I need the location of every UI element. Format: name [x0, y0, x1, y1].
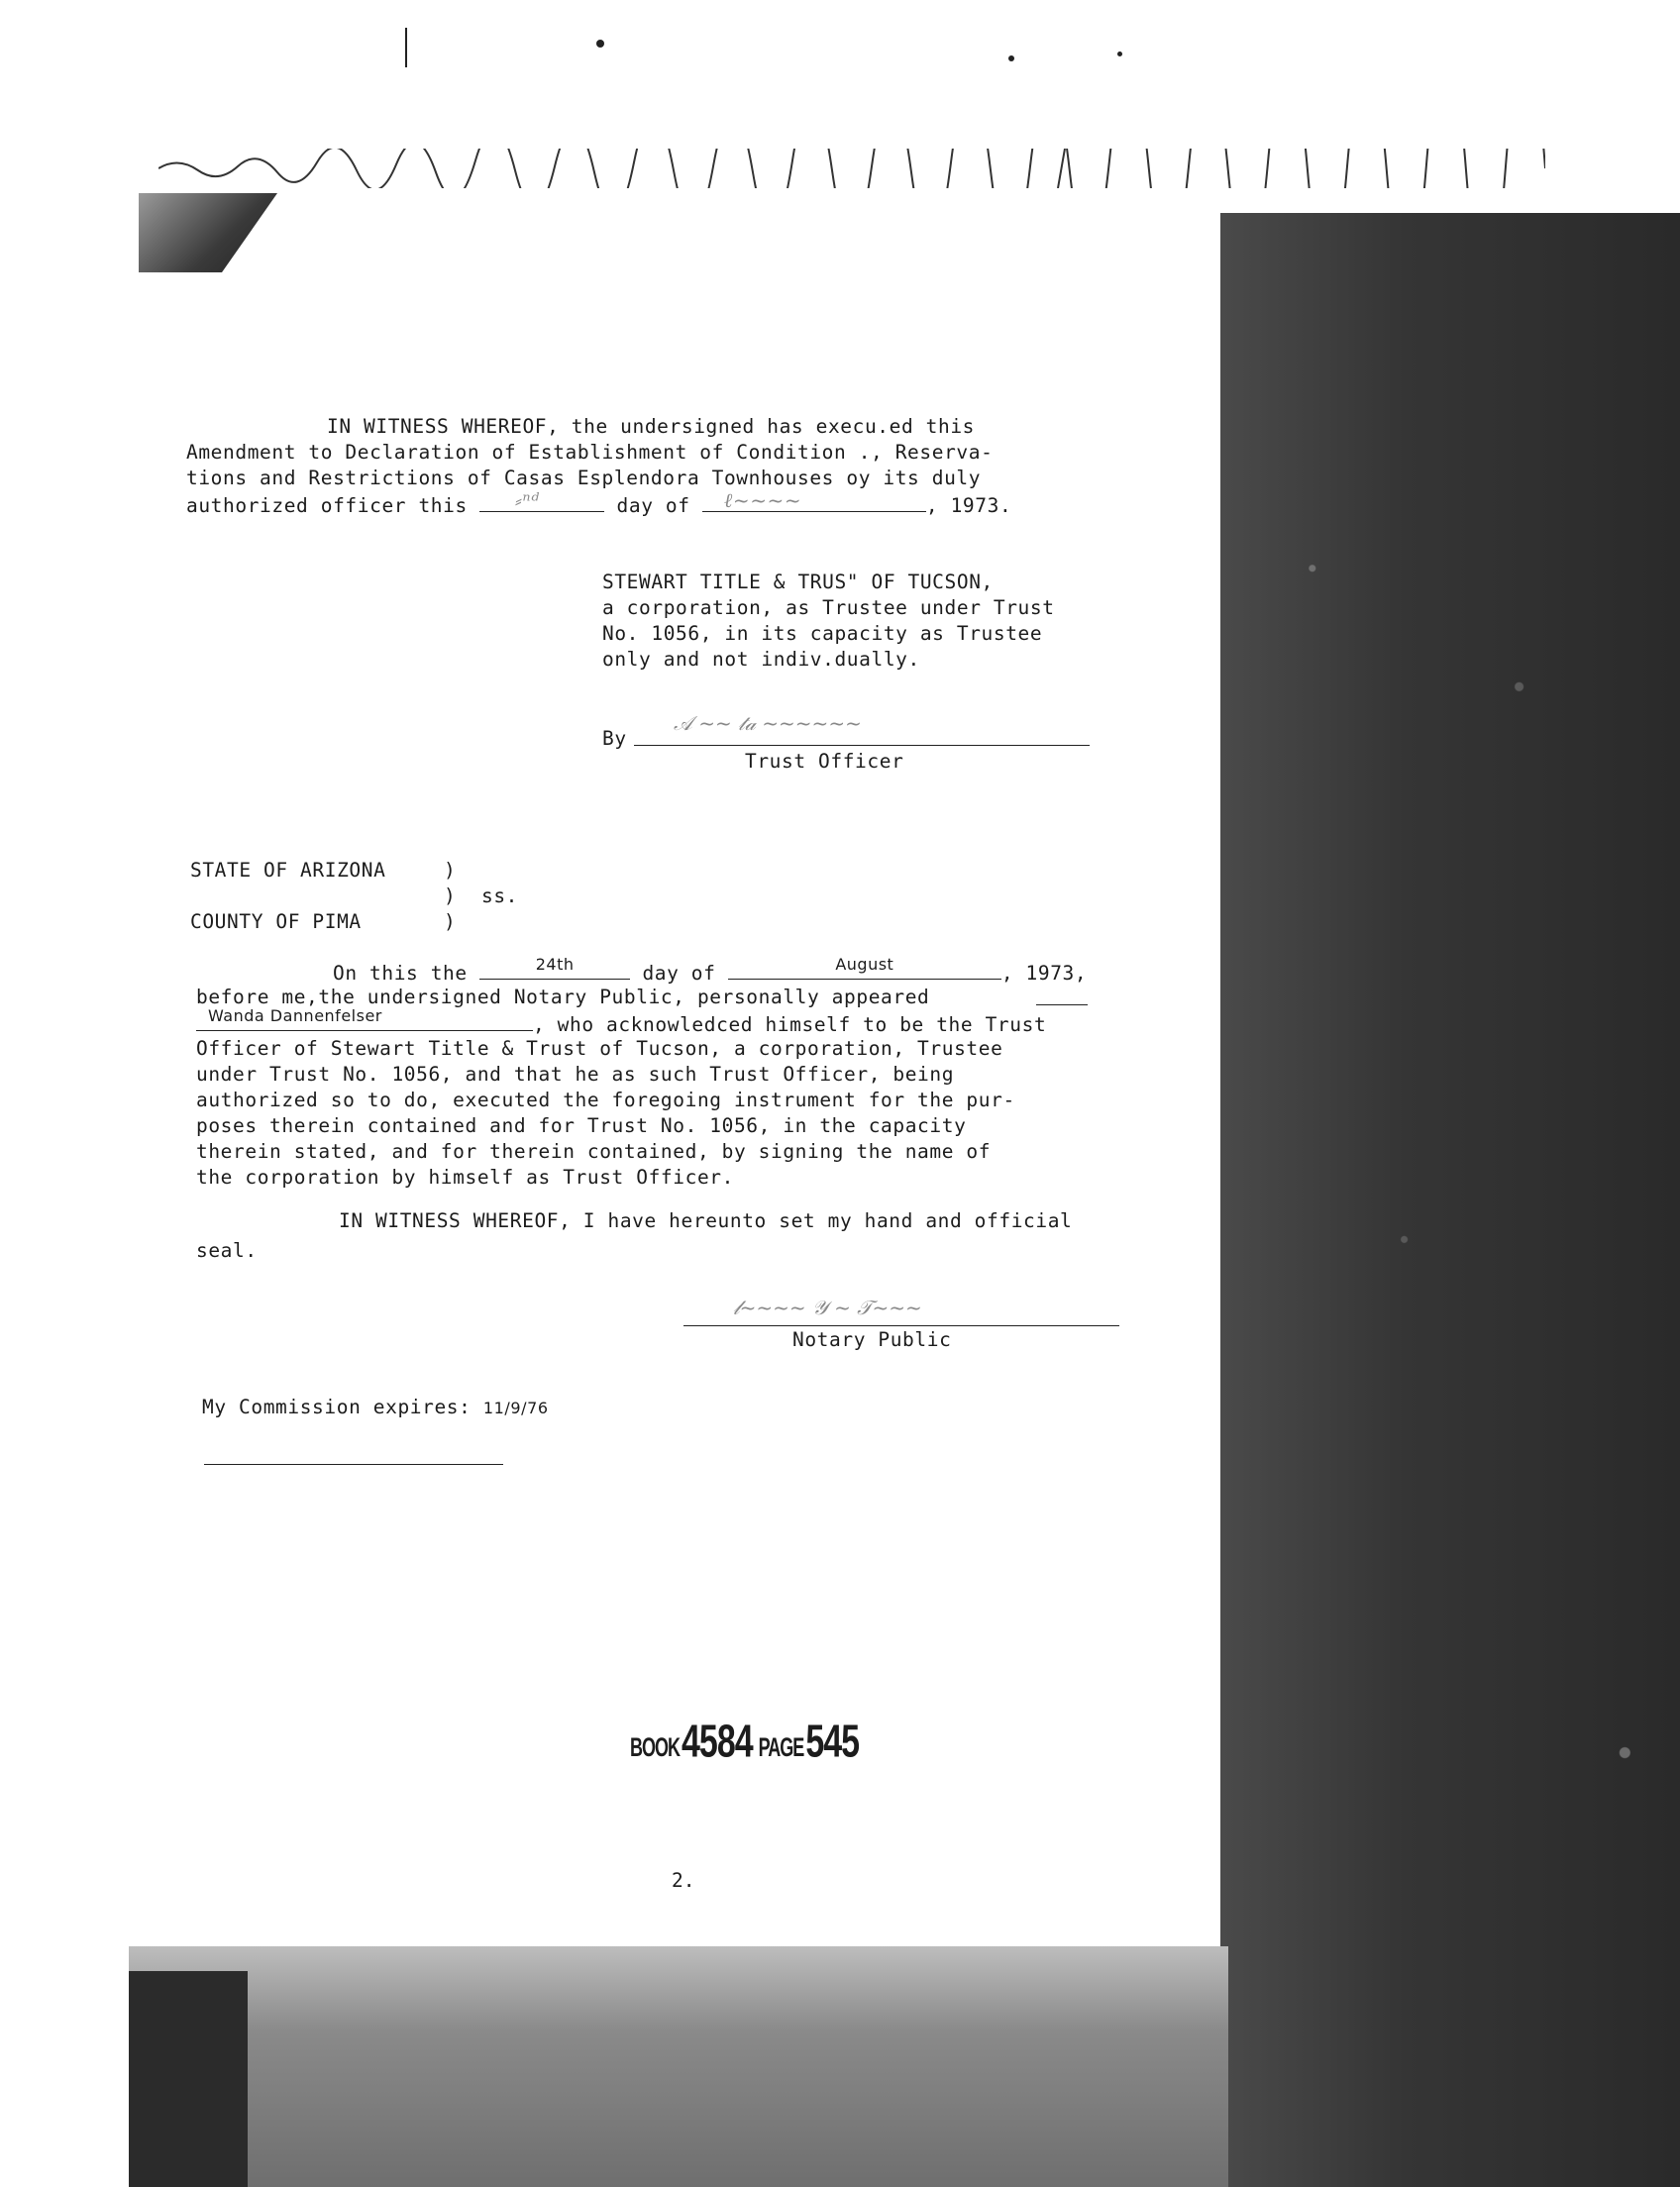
by-label: By	[602, 727, 627, 750]
trustee-line: only and not indiv.dually.	[602, 648, 920, 671]
witness-clause-line: IN WITNESS WHEREOF, the undersigned has execu.ed this	[327, 415, 976, 438]
ack-month-blank	[728, 955, 1001, 980]
commission-label: My Commission expires:	[202, 1396, 472, 1418]
ack-day-blank	[479, 955, 630, 980]
top-scan-scribble	[158, 149, 1545, 188]
ack-prefix: On this the	[333, 962, 468, 985]
trust-officer-title: Trust Officer	[745, 750, 904, 773]
ack-name-line	[196, 1006, 1047, 1038]
ack-line: the corporation by himself as Trust Officer.	[196, 1166, 734, 1189]
ack-line-trailing-rule	[1036, 1004, 1088, 1005]
venue-paren: )	[444, 885, 457, 907]
book-label: BOOK	[630, 1731, 680, 1762]
scan-shadow-bottom-left	[129, 1971, 248, 2187]
scan-speck	[1008, 55, 1014, 61]
book-number: 4584	[682, 1717, 753, 1768]
scan-speck	[1117, 52, 1122, 56]
scan-shadow-right	[1220, 213, 1680, 2187]
page-number-stamp: 545	[805, 1717, 860, 1768]
trustee-line: a corporation, as Trustee under Trust	[602, 596, 1055, 619]
ack-day: 24th	[535, 955, 575, 974]
venue-paren: )	[444, 910, 457, 933]
ack-line: therein stated, and for therein contained, by signing the name of	[196, 1140, 992, 1163]
ack-line: , who acknowledced himself to be the Trust	[533, 1013, 1047, 1036]
witness-clause-prefix: authorized officer this	[186, 494, 468, 517]
notary-witness-line: IN WITNESS WHEREOF, I have hereunto set my hand and official	[339, 1209, 1073, 1232]
ack-line: before me,the undersigned Notary Public, personally appeared	[196, 986, 930, 1008]
notary-signature: 𝓁~~~~ 𝒴 ~ 𝒯~~~	[733, 1296, 922, 1319]
ack-mid: day of	[642, 962, 716, 985]
trust-officer-signature-line	[634, 745, 1090, 746]
ack-year: , 1973,	[1000, 962, 1088, 985]
ack-month: August	[835, 955, 894, 974]
witness-clause-line: Amendment to Declaration of Establishment of Condition ., Reserva-	[186, 441, 994, 464]
execution-day-blank: ⸗ⁿᵈ	[479, 491, 604, 512]
ack-line: under Trust No. 1056, and that he as such Trust Officer, being	[196, 1063, 955, 1086]
commission-rule	[204, 1464, 503, 1465]
venue-paren: )	[444, 859, 457, 882]
scan-mark	[405, 28, 407, 67]
ack-date-line	[333, 955, 1088, 987]
notary-title: Notary Public	[792, 1328, 952, 1351]
notary-witness-line: seal.	[196, 1239, 258, 1262]
witness-clause-suffix: , 1973.	[925, 494, 1012, 517]
execution-month-blank: ℓ~~~~	[702, 491, 926, 512]
ack-line: Officer of Stewart Title & Trust of Tucson, a corporation, Trustee	[196, 1037, 1003, 1060]
venue-ss: ss.	[481, 885, 519, 907]
trust-officer-signature: 𝒜 ~~ 𝓉𝒶 ~~~~~~	[674, 711, 862, 735]
trustee-name: STEWART TITLE & TRUS" OF TUCSON,	[602, 571, 994, 593]
commission-line	[202, 1395, 549, 1421]
scan-shadow-corner	[139, 193, 277, 272]
venue-county: COUNTY OF PIMA	[190, 910, 362, 933]
witness-clause-line: tions and Restrictions of Casas Esplendora Townhouses oy its duly	[186, 467, 982, 489]
venue-state: STATE OF ARIZONA	[190, 859, 386, 882]
notary-signature-line	[683, 1325, 1119, 1326]
ack-name: Wanda Dannenfelser	[208, 1006, 382, 1025]
page-number: 2.	[672, 1869, 695, 1892]
ack-name-blank	[196, 1006, 533, 1031]
ack-line: poses therein contained and for Trust No. 1056, in the capacity	[196, 1114, 967, 1137]
page-label: PAGE	[758, 1731, 804, 1762]
scan-speck	[596, 40, 604, 48]
witness-clause-date-line	[186, 488, 1012, 519]
ack-line: authorized so to do, executed the foregoing instrument for the pur-	[196, 1089, 1015, 1111]
scan-shadow-bottom	[129, 1946, 1228, 2187]
trustee-line: No. 1056, in its capacity as Trustee	[602, 622, 1043, 645]
witness-clause-mid: day of	[616, 494, 690, 517]
commission-date: 11/9/76	[482, 1399, 549, 1417]
recording-stamp	[630, 1717, 865, 1768]
